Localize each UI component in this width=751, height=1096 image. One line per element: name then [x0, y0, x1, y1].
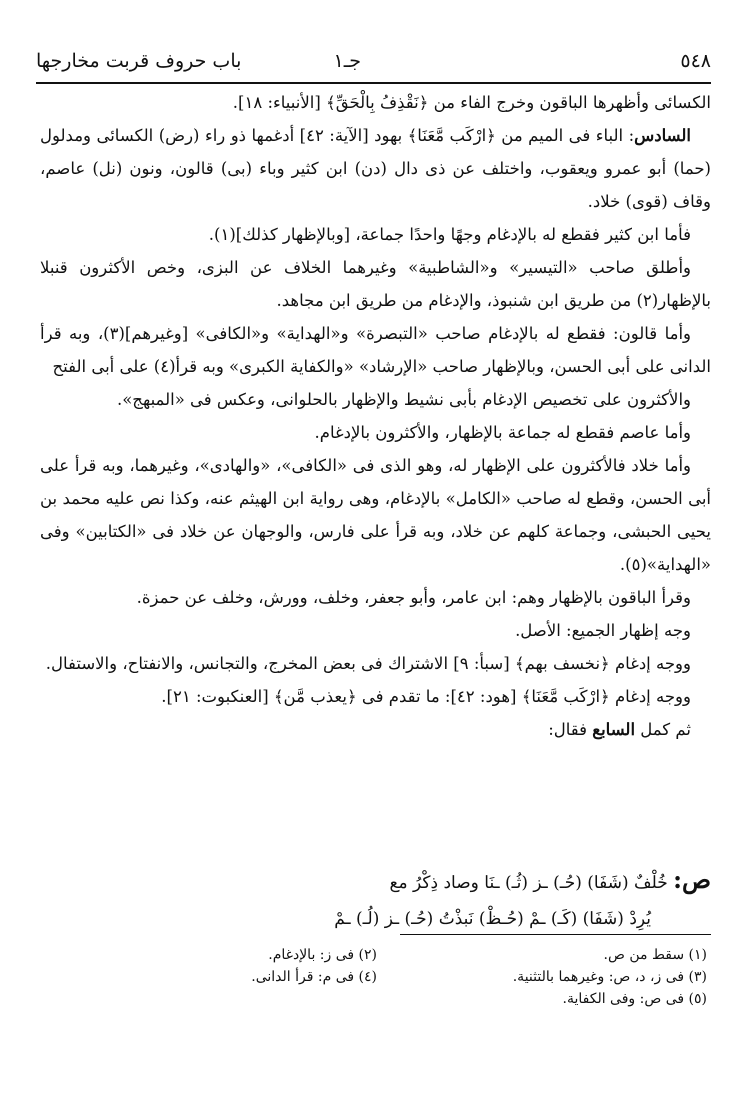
footnote — [77, 988, 377, 1010]
footnote: (٤) فى م: قرأ الدانى. — [251, 969, 377, 985]
paragraph: وقرأ الباقون بالإظهار وهم: ابن عامر، وأبو جعفر، وخلف، وورش، وخلف عن حمزة. — [136, 588, 691, 607]
main-text — [40, 86, 711, 746]
paragraph: وأما خلاد فالأكثرون على الإظهار له، وهو الذى فى «الكافى»، «والهادى»، وغيرهما، وبه قرأ على أبى الحسن، وقطع له صاحب «الكامل» بالإدغام، وهى رواية ابن الهيثم عنه، وكذا نص عليه محمد بن يحيى الحبشى، وجماعة كلهم عن خلاد، وبه قرأ على فارس، والوجهان عن خلاد فى «الكتابين» وفى «الهداية»(٥). — [40, 456, 711, 574]
verse-line: يُرِدْ (شَفَا) (كَـ) ـمْ (حُـظْ) نَبذْتُ (حُـ) ـز (لُـ) ـمْ — [334, 909, 651, 929]
footnote: (١) سقط من ص. — [603, 947, 707, 963]
footnote: (٥) فى ص: وفى الكفاية. — [562, 991, 707, 1007]
footnotes — [40, 944, 711, 1010]
paragraph: والأكثرون على تخصيص الإدغام بأبى نشيط والإظهار بالحلوانى، وعكس فى «المبهج». — [116, 390, 691, 409]
page-number: ٥٤٨ — [680, 50, 711, 72]
footnote-divider — [400, 934, 711, 935]
footnote-row — [40, 966, 711, 988]
paragraph: الكسائى وأظهرها الباقون وخرج الفاء من ﴿نَقْذِفُ بِالْحَقِّ﴾ [الأنبياء: ١٨]. — [232, 93, 711, 112]
verse-marker: ص: — [673, 865, 711, 894]
section-heading: السابع — [592, 720, 636, 739]
section-heading: السادس — [634, 126, 691, 145]
paragraph: وجه إظهار الجميع: الأصل. — [515, 621, 691, 640]
footnote: (٣) فى ز، د، ص: وغيرهما بالتثنية. — [512, 969, 707, 985]
paragraph: ثم كمل السابع فقال: — [548, 720, 691, 739]
paragraph: وأطلق صاحب «التيسير» و«الشاطبية» وغيرهما الخلاف عن البزى، وخص الأكثرون قنبلا بالإظهار(٢) من طريق ابن شنبوذ، والإدغام من طريق ابن مجاهد. — [40, 258, 711, 310]
footnote: (٢) فى ز: بالإدغام. — [268, 947, 377, 963]
paragraph: السادس: الباء فى الميم من ﴿ارْكَب مَّعَنَا﴾ بهود [الآية: ٤٢] أدغمها ذو راء (رض) الكسائى ومدلول (حما) أبو عمرو ويعقوب، واختلف عن ذى دال (دن) ابن كثير وباء (بى) قالون، ونون (نل) عاصم، وقاف (قوى) خلاد. — [40, 126, 711, 211]
verse-line: ص: خُلْفٌ (شَفَا) (حُـ) ـز (ثُـ) ـنَا وصاد ذِكْرُ مع — [389, 865, 711, 894]
page-header — [36, 46, 711, 84]
paragraph: فأما ابن كثير فقطع له بالإدغام وجهًا واحدًا جماعة، [وبالإظهار كذلك](١). — [208, 225, 691, 244]
paragraph: وأما قالون: فقطع له بالإدغام صاحب «التبصرة» و«الهداية» و«الكافى» [وغيرهم](٣)، وبه قرأ الدانى على أبى الحسن، وبالإظهار صاحب «الإرشاد» «والكفاية الكبرى» وبه قرأ(٤) على أبى الفتح — [40, 324, 711, 376]
footnote-row — [40, 988, 711, 1010]
verse-block — [40, 862, 711, 937]
volume-label: جـ١ — [333, 50, 361, 72]
paragraph: ووجه إدغام ﴿ارْكَب مَّعَنَا﴾ [هود: ٤٢]: ما تقدم فى ﴿يعذب مَّن﴾ [العنكبوت: ٢١]. — [161, 687, 691, 706]
paragraph: ووجه إدغام ﴿نخسف بهم﴾ [سبأ: ٩] الاشتراك فى بعض المخرج، والتجانس، والانفتاح، والاستفال. — [45, 654, 691, 673]
paragraph: وأما عاصم فقطع له جماعة بالإظهار، والأكثرون بالإدغام. — [314, 423, 691, 442]
footnote-row — [40, 944, 711, 966]
chapter-title: باب حروف قربت مخارجها — [36, 50, 242, 72]
